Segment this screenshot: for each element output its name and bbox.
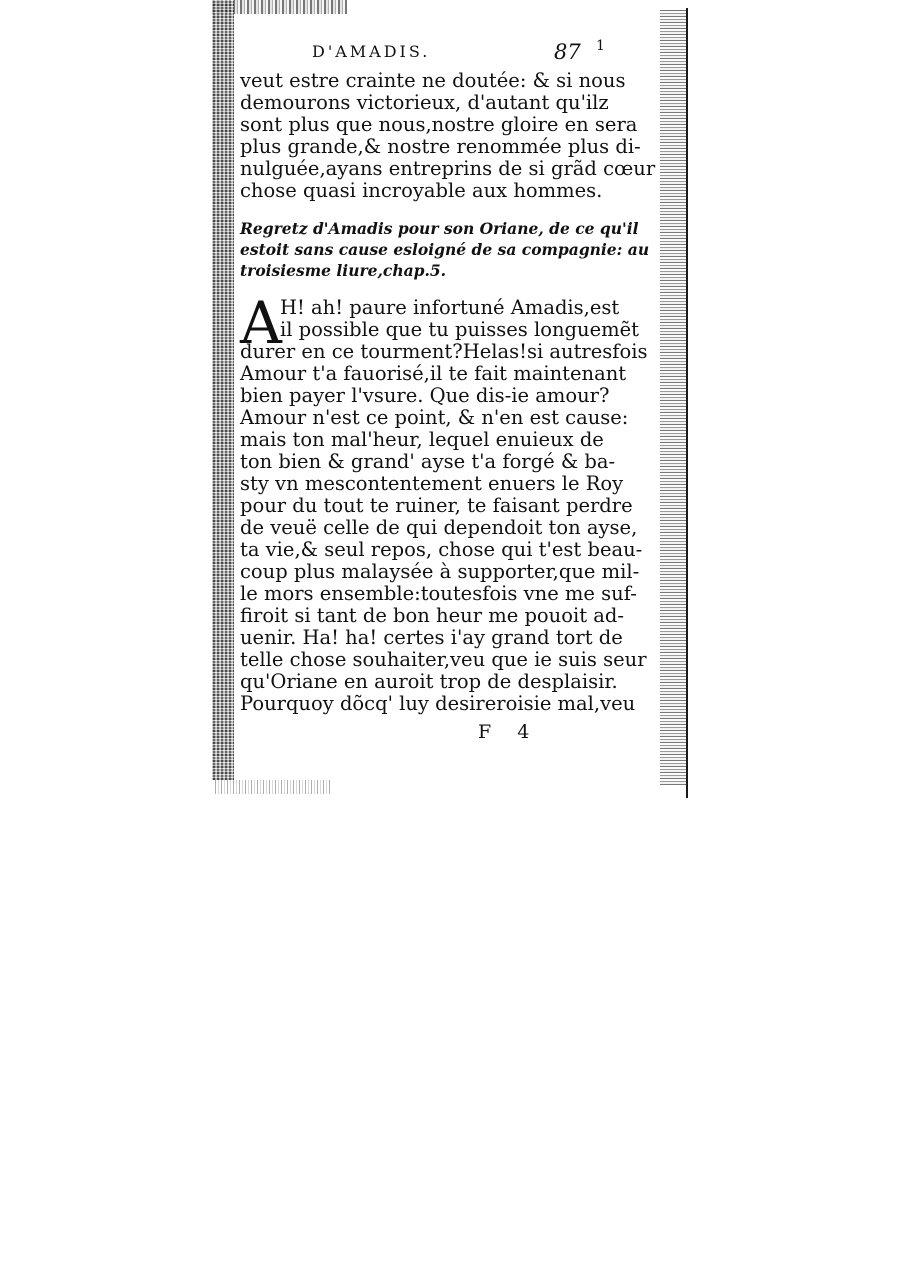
- binding-gutter: [212, 0, 234, 780]
- text-line: telle chose souhaiter,veu que ie suis seur: [240, 648, 647, 671]
- fore-edge: [660, 10, 686, 785]
- margin-mark: 1: [596, 38, 605, 54]
- text-line: nulguée,ayans entreprins de si grãd cœur: [240, 157, 656, 180]
- heading-line: troisiesme liure,chap.5.: [240, 261, 447, 280]
- heading-line: estoit sans cause esloigné de sa compagnie: au: [240, 240, 650, 259]
- text-line: durer en ce tourment?Helas!si autresfois: [240, 340, 648, 363]
- running-head: [240, 38, 605, 70]
- text-line: demourons victorieux, d'autant qu'ilz: [240, 91, 609, 114]
- text-line: coup plus malaysée à supporter,que mil-: [240, 560, 640, 583]
- text-line: Pourquoy dõcq' luy desireroisie mal,veu: [240, 692, 636, 715]
- text-line: plus grande,& nostre renommée plus di-: [240, 135, 641, 158]
- running-title: D'AMADIS.: [312, 42, 431, 61]
- text-line: qu'Oriane en auroit trop de desplaisir.: [240, 670, 618, 693]
- text-line: chose quasi incroyable aux hommes.: [240, 179, 603, 202]
- paragraph: [240, 289, 648, 715]
- text-line: ton bien & grand' ayse t'a forgé & ba-: [240, 450, 616, 473]
- drop-cap: A: [240, 289, 282, 357]
- text-line: sont plus que nous,nostre gloire en sera: [240, 113, 638, 136]
- page-edge-rule: [686, 8, 688, 798]
- text-line: Amour t'a fauorisé,il te fait maintenant: [240, 362, 627, 385]
- text-line: H! ah! paure infortuné Amadis,est: [280, 296, 620, 319]
- text-line: Amour n'est ce point, & n'en est cause:: [240, 406, 629, 429]
- signature-mark: F 4: [478, 721, 540, 743]
- text-block: [240, 38, 656, 747]
- text-line: pour du tout te ruiner, te faisant perdre: [240, 494, 633, 517]
- text-line: firoit si tant de bon heur me pouoit ad-: [240, 604, 624, 627]
- text-line: ta vie,& seul repos, chose qui t'est beau-: [240, 538, 643, 561]
- text-line: de veuë celle de qui dependoit ton ayse,: [240, 516, 638, 539]
- body-text-top: [240, 69, 656, 202]
- scan-border-bottom: [215, 780, 330, 794]
- heading-line: Regretz d'Amadis pour son Oriane, de ce qu'il: [240, 219, 639, 238]
- text-line: veut estre crainte ne doutée: & si nous: [240, 69, 626, 92]
- section-heading: [240, 218, 650, 281]
- signature-row: [240, 717, 585, 747]
- text-line: sty vn mescontentement enuers le Roy: [240, 472, 624, 495]
- page-number: 87: [554, 40, 581, 64]
- text-line: bien payer l'vsure. Que dis-ie amour?: [240, 384, 610, 407]
- text-line: uenir. Ha! ha! certes i'ay grand tort de: [240, 626, 623, 649]
- text-line: le mors ensemble:toutesfois vne me suf-: [240, 582, 637, 605]
- text-line: mais ton mal'heur, lequel enuieux de: [240, 428, 604, 451]
- text-line: il possible que tu puisses longuemẽt: [280, 318, 639, 341]
